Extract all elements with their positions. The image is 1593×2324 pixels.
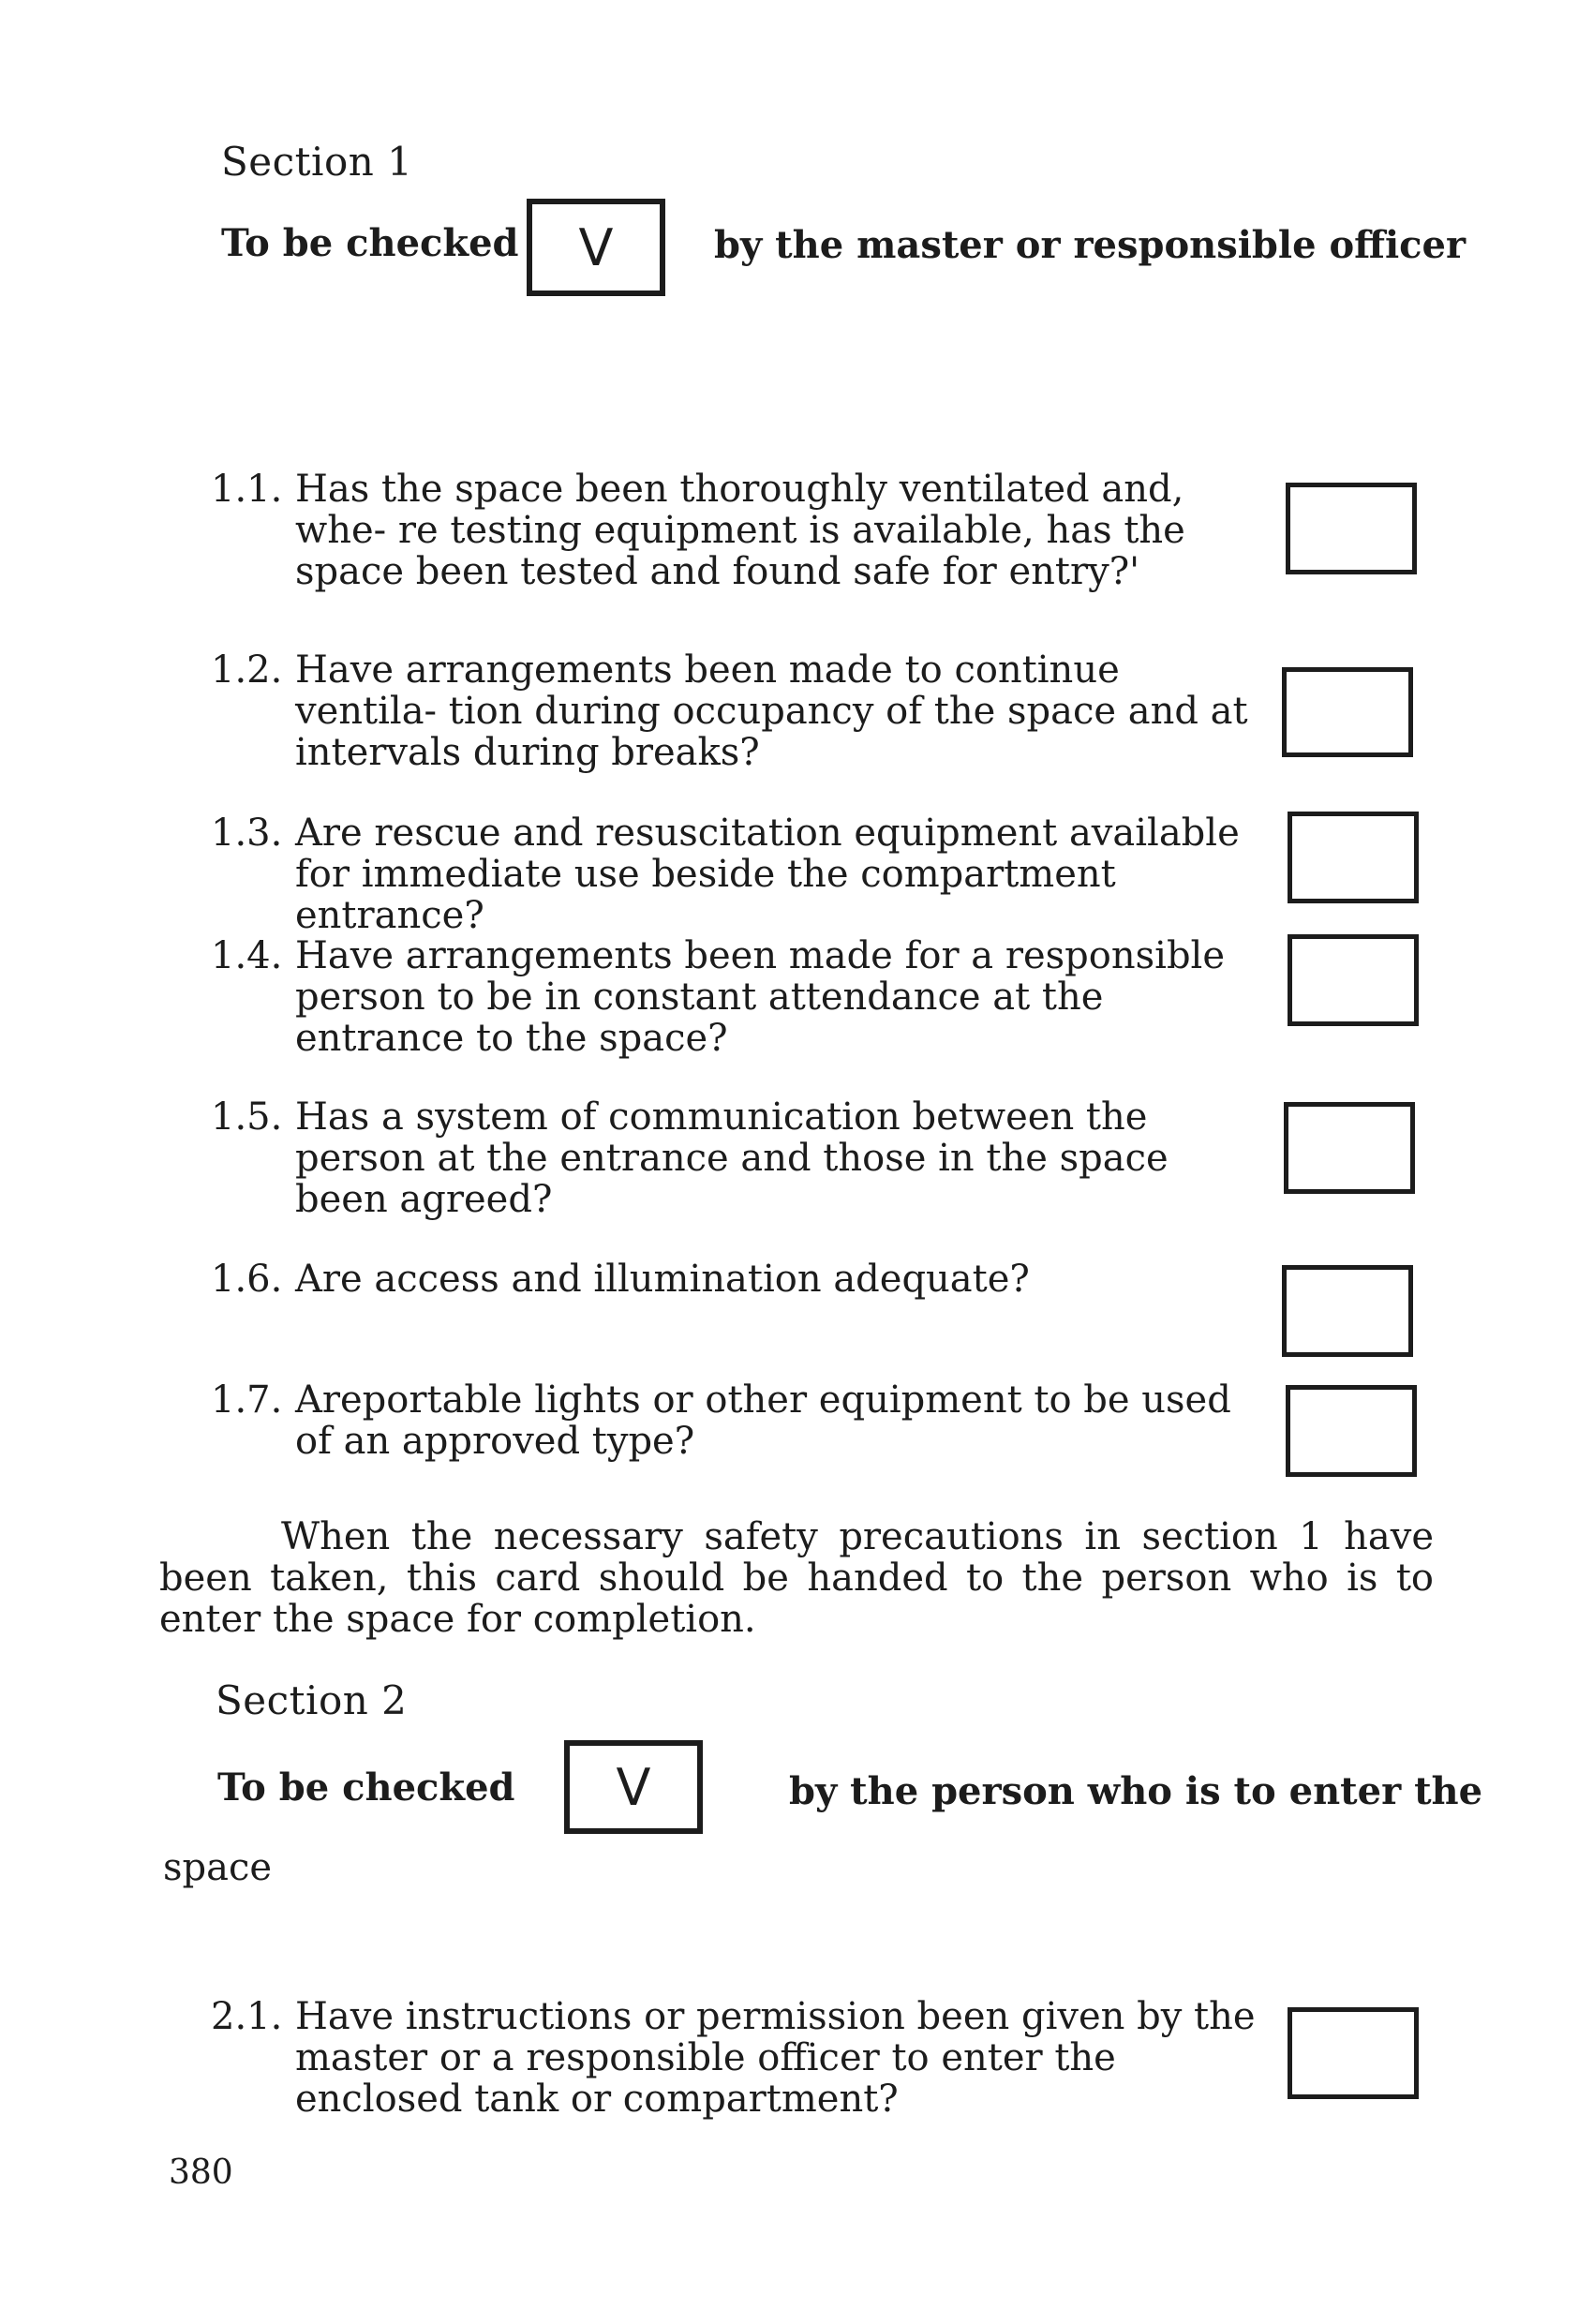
question-1-1	[211, 469, 1270, 592]
checkbox-1-5[interactable]	[1284, 1102, 1415, 1194]
section-2-check-mark: V	[616, 1757, 651, 1817]
question-number: 2.1.	[211, 1995, 283, 2038]
question-text: Has the space been thoroughly ventilated and, whe- re testing equipment is available, has the space been tested and found safe for entry?'	[295, 468, 1185, 593]
question-1-2	[211, 649, 1270, 773]
question-text: Have instructions or permission been given by the master or a responsible officer to enter the enclosed tank or compartment?	[295, 1995, 1256, 2121]
checkbox-1-3[interactable]	[1288, 812, 1419, 903]
checkbox-1-7[interactable]	[1286, 1385, 1417, 1477]
section-1-checked-prefix: To be checked	[221, 221, 519, 265]
question-number: 1.2.	[211, 648, 283, 692]
section-1-check-mark-box	[527, 199, 665, 296]
question-text: Are rescue and resuscitation equipment available for immediate use beside the compartment entrance?	[295, 812, 1240, 937]
question-text: Have arrangements been made for a responsible person to be in constant attendance at the entrance to the space?	[295, 934, 1226, 1060]
question-1-3	[211, 812, 1270, 936]
question-2-1	[211, 1996, 1270, 2120]
page-number: 380	[169, 2153, 233, 2192]
question-text: Have arrangements been made to continue ventila- tion during occupancy of the space and at intervals during breaks?	[295, 648, 1248, 774]
checkbox-1-2[interactable]	[1282, 667, 1413, 757]
question-number: 1.1.	[211, 468, 283, 511]
question-number: 1.6.	[211, 1258, 283, 1301]
section-2-continuation: space	[163, 1846, 273, 1889]
question-text: Areportable lights or other equipment to be used of an approved type?	[295, 1378, 1231, 1463]
section-1-checked-suffix: by the master or responsible officer	[714, 223, 1466, 267]
question-number: 1.3.	[211, 812, 283, 855]
question-1-5	[211, 1096, 1270, 1220]
question-number: 1.5.	[211, 1095, 283, 1139]
checkbox-1-4[interactable]	[1288, 934, 1419, 1026]
instruction-paragraph	[159, 1516, 1434, 1640]
instruction-text: When the necessary safety precautions in section 1 have been taken, this card should be handed to the person who is to enter the space for completion.	[159, 1515, 1434, 1641]
question-number: 1.7.	[211, 1378, 283, 1422]
question-1-4	[211, 935, 1270, 1059]
section-2-check-mark-box	[564, 1740, 703, 1834]
section-2-title: Section 2	[216, 1677, 408, 1723]
question-number: 1.4.	[211, 934, 283, 977]
section-2-checked-prefix: To be checked	[217, 1765, 515, 1810]
question-1-6	[211, 1259, 1270, 1300]
section-1-check-mark: V	[578, 217, 614, 277]
question-text: Has a system of communication between the person at the entrance and those in the space been agreed?	[295, 1095, 1169, 1221]
section-2-checked-suffix: by the person who is to enter the	[789, 1769, 1483, 1813]
question-text: Are access and illumination adequate?	[295, 1258, 1030, 1301]
section-1-title: Section 1	[221, 139, 413, 185]
checkbox-1-1[interactable]	[1286, 483, 1417, 574]
checkbox-2-1[interactable]	[1288, 2007, 1419, 2099]
checkbox-1-6[interactable]	[1282, 1265, 1413, 1357]
question-1-7	[211, 1379, 1270, 1462]
